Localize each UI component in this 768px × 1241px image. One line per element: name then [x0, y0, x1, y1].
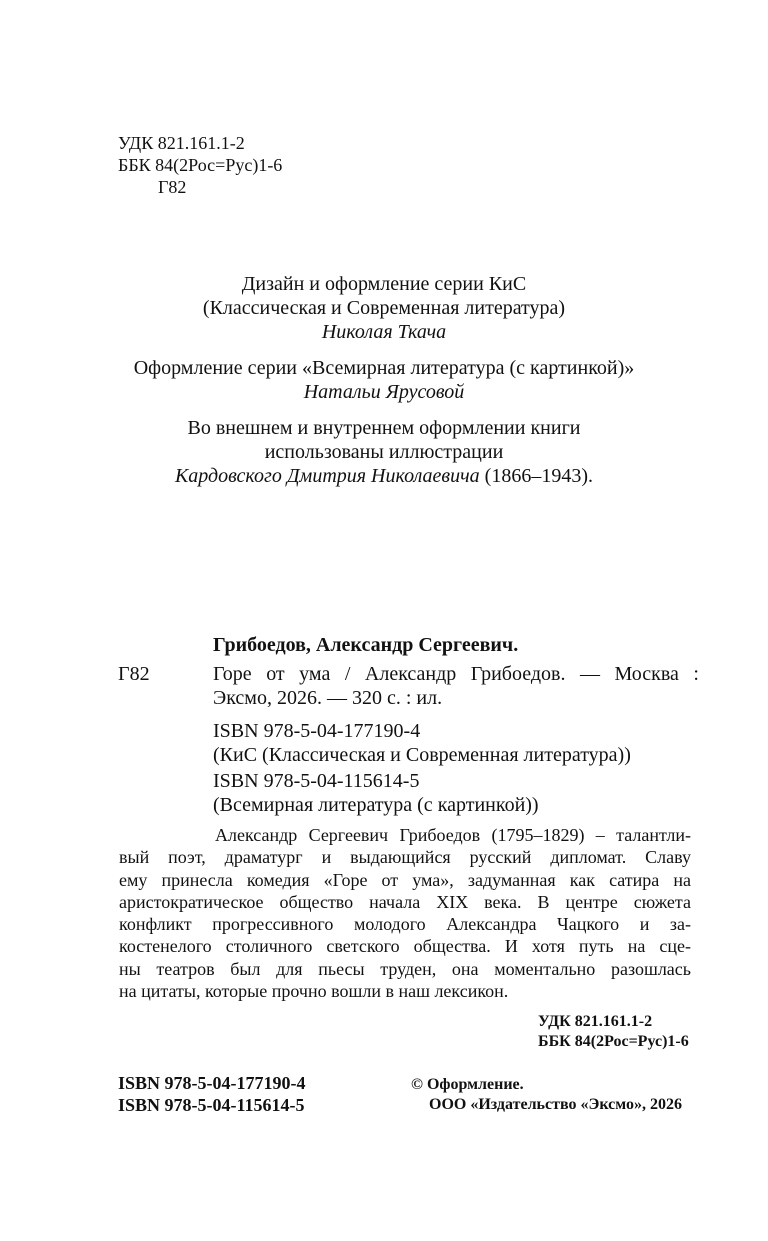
copyright-publisher: ООО «Издательство «Эксмо», 2026: [429, 1096, 682, 1113]
bottom-udk-code: УДК 821.161.1-2: [538, 1013, 653, 1030]
author-mark: Г82: [158, 177, 187, 197]
annotation-line: на цитаты, которые прочно вошли в наш лексикон.: [119, 981, 509, 1002]
copyright-notice: [411, 1075, 682, 1115]
annotation-line: ны театров был для пьесы труден, она моментально разошлась: [119, 958, 691, 979]
bottom-isbn: ISBN 978-5-04-115614-5: [118, 1095, 305, 1115]
credit-designer-name: Натальи Ярусовой: [303, 381, 465, 403]
credit-line: использованы иллюстрации: [264, 441, 504, 463]
credit-series-design: [0, 272, 768, 344]
udk-code: УДК 821.161.1-2: [118, 133, 245, 153]
design-credits: [0, 272, 768, 500]
bottom-isbn: ISBN 978-5-04-177190-4: [118, 1073, 306, 1093]
catalog-series: (Всемирная литература (с картинкой)): [213, 794, 539, 816]
catalog-isbn-entry: [213, 719, 631, 767]
catalog-code: Г82: [118, 663, 150, 685]
catalog-author: Грибоедов, Александр Сергеевич.: [213, 634, 519, 656]
annotation: [119, 824, 691, 1002]
credit-series-layout: [0, 356, 768, 404]
credit-designer-name: Николая Ткача: [321, 321, 447, 343]
credit-line: Оформление серии «Всемирная литература (с картинкой)»: [133, 357, 635, 379]
credit-line: Дизайн и оформление серии КиС: [241, 273, 527, 295]
bbk-code: ББК 84(2Рос=Рус)1-6: [118, 155, 283, 175]
catalog-isbn-entry: [213, 769, 539, 817]
credit-illustrations: [0, 416, 768, 488]
bottom-isbn-list: [118, 1072, 306, 1116]
illustrator-name: Кардовского Дмитрия Николаевича: [175, 465, 480, 487]
annotation-line: конфликт прогрессивного молодого Александра Чацкого и за-: [119, 914, 691, 935]
annotation-line: Александр Сергеевич Грибоедов (1795–1829) – талантли-: [215, 825, 691, 845]
annotation-line: костенелого столичного светского общества. И хотя путь на сце-: [119, 936, 691, 957]
catalog-isbn: ISBN 978-5-04-177190-4: [213, 720, 421, 742]
bottom-classification-codes: [538, 1012, 689, 1052]
credit-line: (Классическая и Современная литература): [202, 297, 566, 319]
illustrator-years: (1866–1943).: [479, 465, 593, 487]
catalog-publication-line: Эксмо, 2026. — 320 с. : ил.: [213, 687, 443, 709]
catalog-title-line: Горе от ума / Александр Грибоедов. — Москва :: [213, 663, 699, 685]
credit-illustrator-line: [0, 464, 768, 488]
classification-codes: [118, 132, 418, 198]
annotation-line: ему принесла комедия «Горе от ума», задуманная как сатира на: [119, 869, 691, 890]
copyright-line: © Оформление.: [411, 1076, 524, 1093]
catalog-series: (КиС (Классическая и Современная литература)): [213, 744, 631, 766]
annotation-line: аристократическое общество начала XIX века. В центре сюжета: [119, 891, 691, 912]
catalog-isbn: ISBN 978-5-04-115614-5: [213, 770, 420, 792]
annotation-line: вый поэт, драматург и выдающийся русский дипломат. Славу: [119, 847, 691, 868]
bottom-bbk-code: ББК 84(2Рос=Рус)1-6: [538, 1033, 689, 1050]
credit-line: Во внешнем и внутреннем оформлении книги: [187, 417, 581, 439]
